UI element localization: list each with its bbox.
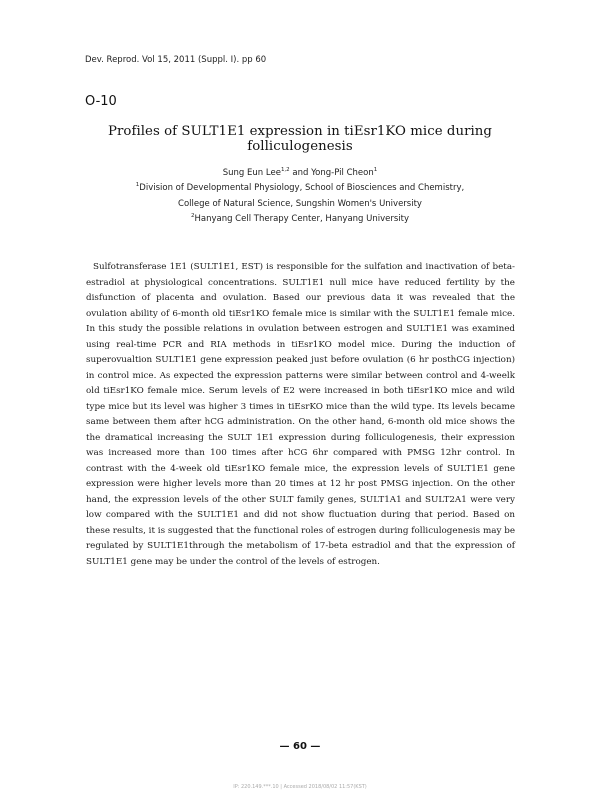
- affiliation-superscript: 1: [135, 182, 140, 189]
- author-superscript: 1: [373, 167, 378, 173]
- affiliation-line: [0, 181, 600, 196]
- abstract-id: O-10: [85, 94, 117, 109]
- affiliation-text: Division of Developmental Physiology, School of Biosciences and Chemistry,: [139, 183, 465, 194]
- affiliation-superscript: 2: [190, 213, 195, 220]
- journal-reference: Dev. Reprod. Vol 15, 2011 (Suppl. I). pp 60: [85, 55, 267, 65]
- author-name: Yong-Pil Cheon: [311, 168, 374, 178]
- author-name: Sung Eun Lee: [222, 168, 281, 178]
- affiliation-text: Hanyang Cell Therapy Center, Hanyang University: [194, 214, 410, 225]
- affiliation-text: College of Natural Science, Sungshin Women's University: [178, 198, 422, 209]
- author-line: [0, 166, 600, 181]
- author-block: [0, 166, 600, 228]
- affiliation-line: [0, 212, 600, 227]
- author-superscript: 1,2: [280, 167, 290, 173]
- page-number: — 60 —: [279, 741, 321, 752]
- paper-title: Profiles of SULT1E1 expression in tiEsr1KO mice during folliculogenesis: [108, 124, 492, 154]
- author-conjunction: and: [292, 168, 309, 178]
- access-watermark: IP: 220.149.***.10 | Accessed 2018/08/02 11:57(KST): [233, 784, 367, 790]
- abstract-body: Sulfotransferase 1E1 (SULT1E1, EST) is responsible for the sulfation and inactivation of beta-estradiol at physiological concentrations. SULT1E1 null mice have reduced fertility by the disfunction of placenta and ovulation. Based our previous data it was revealed that the ovulation ability of 6-month old tiEsr1KO female mice is similar with the SULT1E1 female mice. In this study the possible relations in ovulation between estrogen and SULT1E1 was examined using real-time PCR and RIA methods in tiEsr1KO model mice. During the induction of superovualtion SULT1E1 gene expression peaked just before ovulation (6 hr posthCG injection) in control mice. As expected the expression patterns were similar between control and 4-weelk old tiEsr1KO female mice. Serum levels of E2 were increased in both tiEsr1KO mice and wild type mice but its level was higher 3 times in tiEsrKO mice than the wild type. Its levels became same between them after hCG administration. On the other hand, 6-month old mice shows the the dramatical increasing the SULT 1E1 expression during folliculogenesis, their expression was increased more than 100 times after hCG 6hr compared with PMSG 12hr control. In contrast with the 4-week old tiEsr1KO female mice, the expression levels of SULT1E1 gene expression were higher levels more than 20 times at 12 hr post PMSG injection. On the other hand, the expression levels of the other SULT family genes, SULT1A1 and SULT2A1 were very low compared with the SULT1E1 and did not show fluctuation during that period. Based on these results, it is suggested that the functional roles of estrogen during folliculogenesis may be regulated by SULT1E1through the metabolism of 17-beta estradiol and that the expression of SULT1E1 gene may be under the control of the levels of estrogen.: [86, 262, 515, 567]
- affiliation-line: [0, 197, 600, 212]
